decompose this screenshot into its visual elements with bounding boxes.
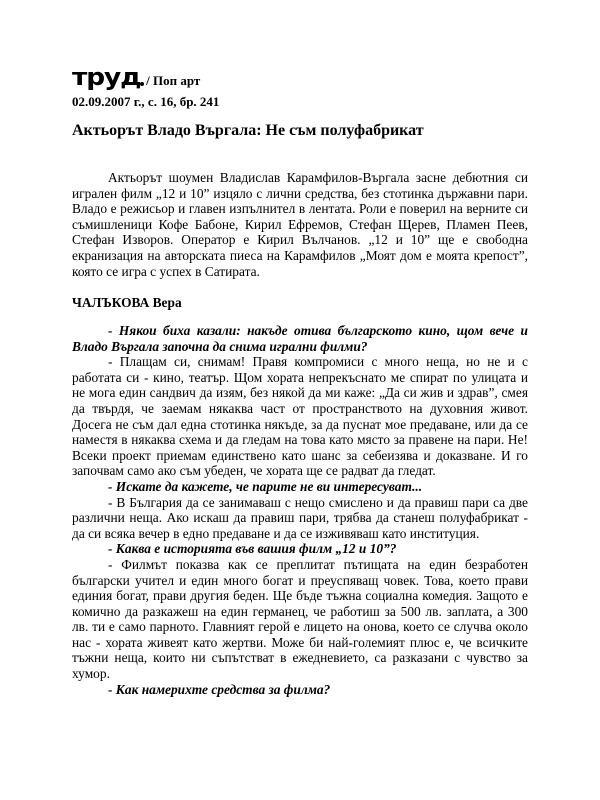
article-lead: Актьорът шоумен Владислав Карамфилов-Въргала засне дебютния си игрален филм „12 и 10” изцяло с лични средства, без стотинка държавни пари. Владо е режисьор и главен изпълнител в лентата. Роли е поверил на верните си съмишленици Кофе Бабоне, Кирил Ефремов, Стефан Щерев, Пламен Пеев, Стефан Изворов. Оператор е Кирил Вълчанов. „12 и 10” ще е свободна екранизация на авторската пиеса на Карамфилов „Моят дом е моята крепост”, която се игра с успех в Сатирата. [72, 170, 528, 279]
section-label: / Поп арт [146, 73, 201, 88]
logo-dot-icon [140, 82, 144, 86]
newspaper-logo: труд [72, 63, 141, 91]
masthead [72, 63, 201, 91]
interview-question: - Каква е историята във вашия филм „12 и 10”? [108, 541, 397, 557]
interview-question: - Искате да кажете, че парите не ви интересуват... [108, 478, 423, 494]
article-author: ЧАЛЪКОВА Вера [72, 295, 182, 310]
article-headline: Актьорът Владо Въргала: Не съм полуфабрикат [72, 122, 424, 139]
interview-answer: - В България да се занимаваш с нещо смислено и да правиш пари са две различни неща. Ако искаш да правиш пари, трябва да станеш полуфабрикат - да си всяка вечер в едно предаване и да се изживяваш като институция. [72, 494, 528, 541]
interview-question: - Как намерихте средства за филма? [108, 681, 331, 697]
interview-answer: - Плащам си, снимам! Правя компромиси с много неща, но не и с работата си - кино, театър. Щом хората непрекъснато ме спират по улицата и не мога един сандвич да изям, без някой да ми каже: „Да си жив и здрав”, смея да твърдя, че заемам някаква част от пространството на духовния живот. Досега не съм дал една стотинка някъде, за да пуснат мое предаване, или да се наместя в някаква схема и да гледам на това като място за правене на пари. Не! Всеки проект приемам единствено като шанс за себеизява и доказване. И го започвам само ако съм убеден, че хората ще се радват да гледат. [72, 354, 528, 479]
dateline: 02.09.2007 г., с. 16, бр. 241 [72, 94, 220, 109]
interview-answer: - Филмът показва как се преплитат пътищата на един безработен български учител и един много богат и преуспяващ човек. Това, което прави единия богат, прави другия беден. Ще бъде тъжна социална комедия. Защото е комично да разкажеш на един германец, че работиш за 500 лв. заплата, а 300 лв. ти е само парното. Главният герой е лицето на онова, което се случва около нас - хората живеят като жертви. Може би най-големият плюс е, че всичките тъжни неща, които ни съпътстват в ежедневието, са разказани с чувство за хумор. [72, 556, 528, 682]
interview-body [72, 323, 528, 697]
interview-question: - Някои биха казали: накъде отива българското кино, щом вече и Владо Въргала започна да снима игрални филми? [72, 323, 528, 354]
